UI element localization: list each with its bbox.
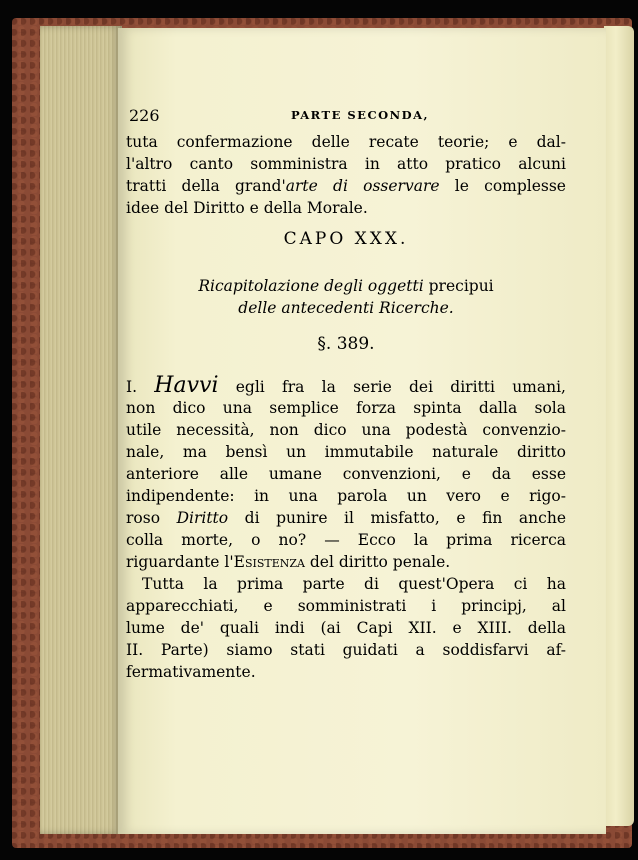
- text-line: non dico una semplice forza spinta dalla sola: [126, 399, 566, 417]
- text-line: II. Parte) siamo stati guidati a soddisfarvi af-: [126, 641, 566, 659]
- text-line: l'altro canto somministra in atto pratico alcuni: [126, 155, 566, 173]
- text-line: utile necessità, non dico una podestà convenzio-: [126, 421, 566, 439]
- chapter-subtitle: Ricapitolazione degli oggetti precipui: [198, 277, 494, 295]
- text-line: riguardante l'Esistenza del diritto penale.: [126, 553, 451, 571]
- text-line: I. Havvi egli fra la serie dei diritti umani,: [126, 373, 566, 398]
- text-line: lume de' quali indi (ai Capi XII. e XIII. della: [126, 619, 566, 637]
- text-line: anteriore alle umane convenzioni, e da esse: [126, 465, 566, 483]
- right-page-edge: [604, 26, 634, 826]
- text-line: tratti della grand'arte di osservare le complesse: [126, 177, 566, 195]
- running-head: PARTE SECONDA,: [290, 108, 430, 122]
- text-line: fermativamente.: [126, 663, 256, 681]
- text-line: roso Diritto di punire il misfatto, e fin anche: [126, 509, 566, 527]
- text-line: indipendente: in una parola un vero e rigo-: [126, 487, 566, 505]
- text-line: Tutta la prima parte di quest'Opera ci ha: [142, 575, 566, 593]
- text-line: tuta confermazione delle recate teorie; e dal-: [126, 133, 566, 151]
- drop-cap: Havvi: [154, 373, 219, 398]
- text-line: apparecchiati, e somministrati i principj, al: [126, 597, 566, 615]
- text-line: colla morte, o no? — Ecco la prima ricerca: [126, 531, 566, 549]
- page-block-edges: [40, 26, 122, 834]
- chapter-subtitle: delle antecedenti Ricerche.: [238, 299, 454, 317]
- page-number: 226: [129, 106, 160, 125]
- section-number: §. 389.: [317, 334, 375, 354]
- text-line: idee del Diritto e della Morale.: [126, 199, 368, 217]
- chapter-heading: CAPO XXX.: [283, 229, 409, 249]
- text-line: nale, ma bensì un immutabile naturale diritto: [126, 443, 566, 461]
